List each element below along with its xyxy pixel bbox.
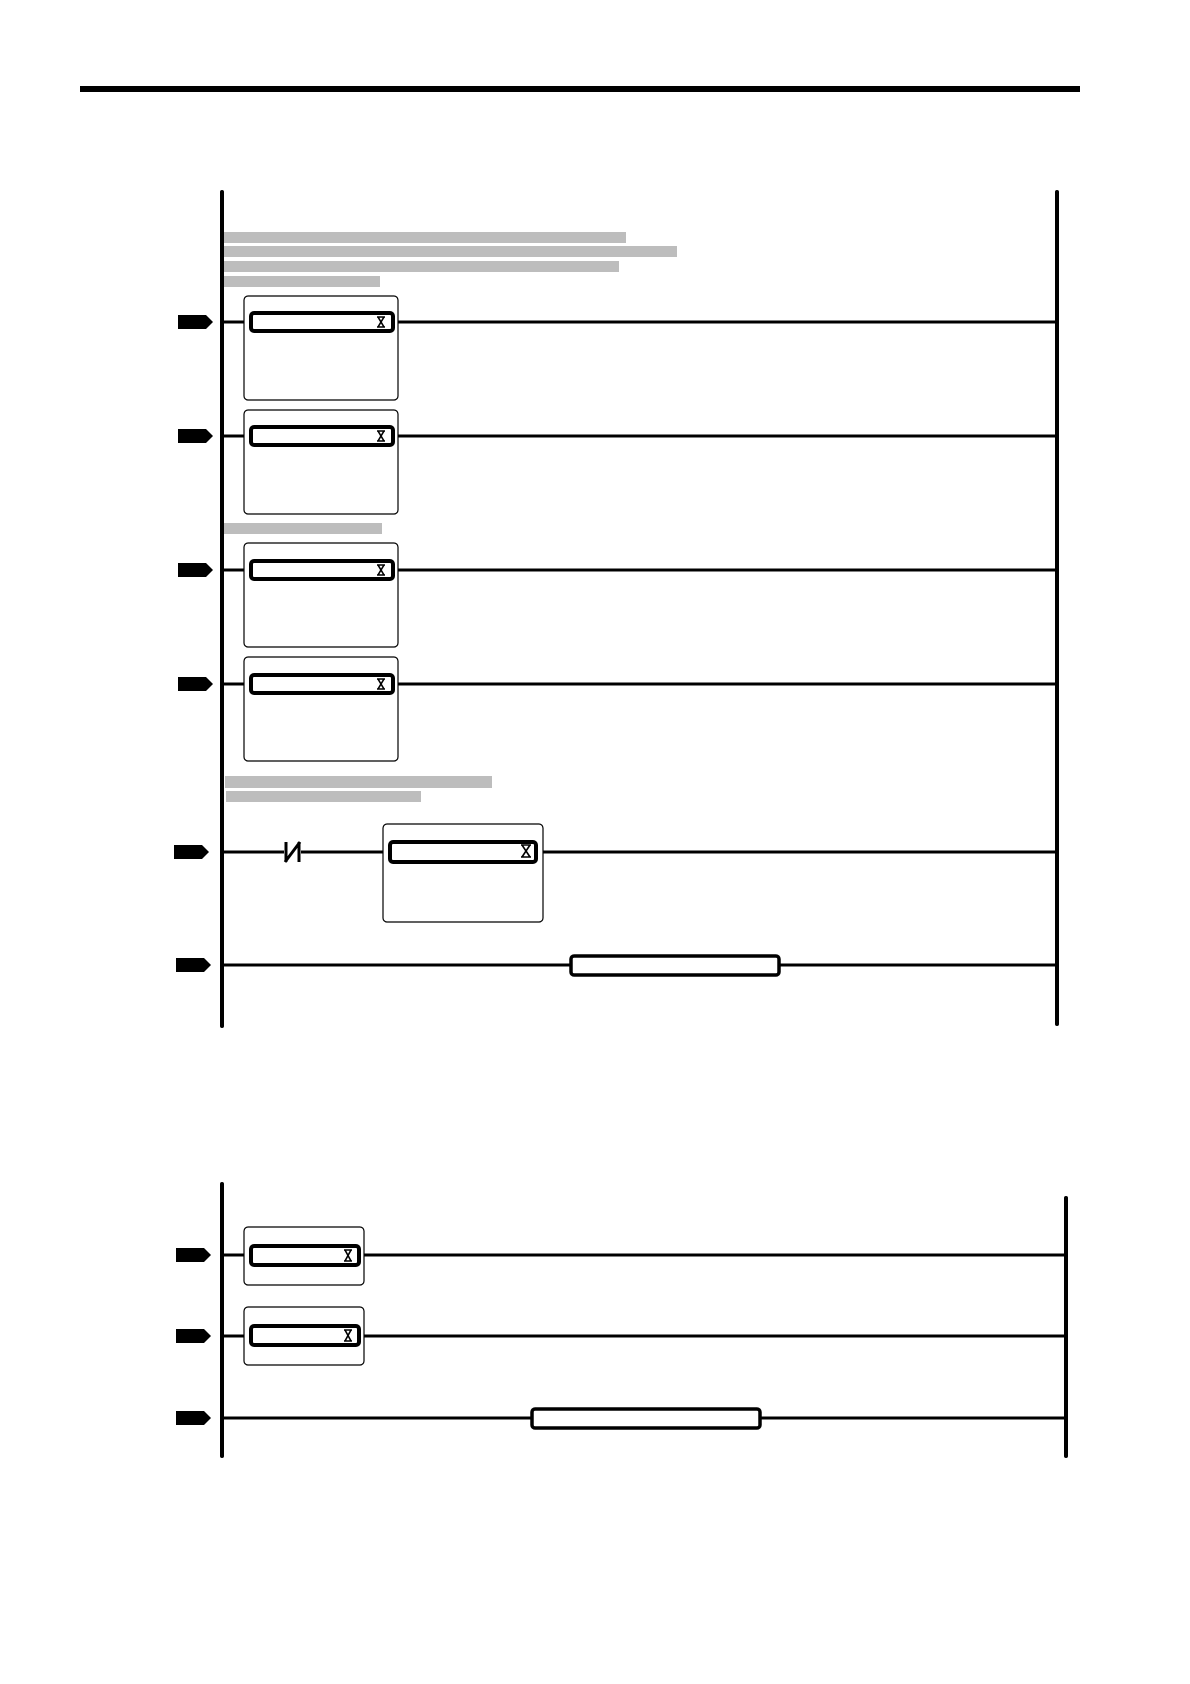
rung[interactable] — [176, 1307, 1066, 1365]
function-block[interactable] — [244, 543, 398, 647]
rung-marker-arrow-icon[interactable] — [178, 677, 213, 691]
comment-line — [224, 276, 380, 287]
rung-marker-arrow-icon[interactable] — [178, 315, 213, 329]
comment-line — [224, 261, 619, 272]
output-coil[interactable] — [532, 1409, 760, 1428]
ladder-diagram-upper — [174, 192, 1057, 1026]
comment-line — [224, 232, 626, 243]
function-block[interactable] — [244, 657, 398, 761]
rung-comment-group — [224, 232, 677, 287]
rung-marker-arrow-icon[interactable] — [176, 1248, 211, 1262]
rung-marker-arrow-icon[interactable] — [174, 845, 209, 859]
function-block[interactable] — [244, 410, 398, 514]
rung[interactable] — [176, 1409, 1066, 1428]
function-block[interactable] — [244, 1307, 364, 1365]
ladder-diagram-lower — [176, 1184, 1066, 1456]
rung[interactable] — [176, 956, 1057, 975]
function-block[interactable] — [244, 296, 398, 400]
rung[interactable] — [178, 657, 1057, 761]
comment-line — [226, 791, 421, 802]
rung-marker-arrow-icon[interactable] — [178, 563, 213, 577]
rung[interactable] — [178, 543, 1057, 647]
comment-line — [224, 523, 382, 534]
rung-marker-arrow-icon[interactable] — [176, 1329, 211, 1343]
rung-marker-arrow-icon[interactable] — [176, 1411, 211, 1425]
rung[interactable] — [174, 824, 1057, 922]
normally-closed-contact[interactable] — [285, 842, 300, 862]
rung[interactable] — [176, 1227, 1066, 1285]
rung-marker-arrow-icon[interactable] — [176, 958, 211, 972]
function-block[interactable] — [244, 1227, 364, 1285]
rung[interactable] — [178, 296, 1057, 400]
rung-comment-group — [225, 776, 492, 802]
output-coil[interactable] — [571, 956, 779, 975]
function-block[interactable] — [383, 824, 543, 922]
rung[interactable] — [178, 410, 1057, 514]
comment-line — [225, 776, 492, 788]
rung-marker-arrow-icon[interactable] — [178, 429, 213, 443]
rung-comment-group — [224, 523, 382, 534]
comment-line — [224, 246, 677, 257]
